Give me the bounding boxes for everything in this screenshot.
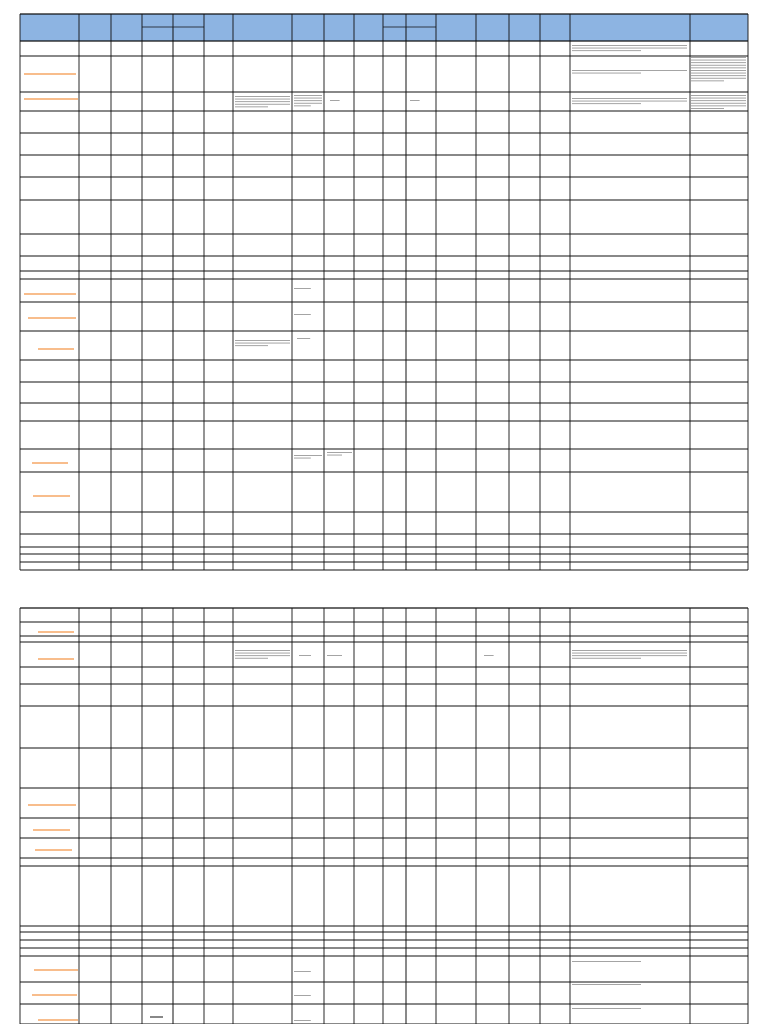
fine-print-mark <box>235 655 290 656</box>
header-band <box>20 14 748 41</box>
fine-print-mark <box>294 98 322 99</box>
fine-print-mark <box>327 655 342 656</box>
fine-print-mark <box>294 105 311 106</box>
fine-print-mark <box>691 70 746 71</box>
fine-print-mark <box>691 108 724 109</box>
fine-print-mark <box>691 100 746 101</box>
fine-print-mark <box>235 345 268 346</box>
fine-print-mark <box>235 101 290 102</box>
fine-print-mark <box>572 45 687 46</box>
fine-print-mark <box>691 78 746 79</box>
fine-print-mark <box>691 103 746 104</box>
fine-print-mark <box>297 338 310 339</box>
fine-print-mark <box>294 458 311 459</box>
fine-print-mark <box>691 65 746 66</box>
fine-print-mark <box>235 340 290 341</box>
fine-print-mark <box>691 62 746 63</box>
fine-print-mark <box>235 658 268 659</box>
fine-print-mark <box>572 98 687 99</box>
fine-print-mark <box>572 70 687 71</box>
fine-print-mark <box>299 655 311 656</box>
fine-print-mark <box>235 99 290 100</box>
fine-print-mark <box>572 655 687 656</box>
fine-print-mark <box>294 1020 311 1021</box>
fine-print-mark <box>235 104 290 105</box>
fine-print-mark <box>294 314 311 315</box>
fine-print-mark <box>572 73 641 74</box>
fine-print-mark <box>691 80 724 81</box>
fine-print-mark <box>410 100 420 101</box>
fine-print-mark <box>294 995 311 996</box>
fine-print-mark <box>572 103 641 104</box>
fine-print-mark <box>572 1008 641 1009</box>
fine-print-mark <box>235 650 290 651</box>
fine-print-mark <box>572 650 687 651</box>
fine-print-mark <box>294 100 322 101</box>
fine-print-mark <box>294 455 322 456</box>
fine-print-mark <box>294 288 311 289</box>
fine-print-mark <box>327 452 352 453</box>
fine-print-mark <box>572 48 687 49</box>
fine-print-mark <box>572 658 641 659</box>
fine-print-mark <box>691 67 746 68</box>
fine-print-mark <box>572 961 641 962</box>
fine-print-mark <box>235 96 290 97</box>
fine-print-mark <box>572 101 687 102</box>
fine-print-mark <box>691 98 746 99</box>
fine-print-mark <box>484 655 494 656</box>
fine-print-mark <box>294 971 311 972</box>
fine-print-mark <box>572 50 641 51</box>
fine-print-mark <box>330 100 340 101</box>
fine-print-mark <box>691 75 746 76</box>
fine-print-mark <box>691 57 746 58</box>
fine-print-mark <box>691 105 746 106</box>
fine-print-mark <box>691 73 746 74</box>
fine-print-mark <box>691 95 746 96</box>
fine-print-mark <box>294 95 322 96</box>
fine-print-mark <box>294 103 322 104</box>
fine-print-mark <box>572 984 641 985</box>
fine-print-mark <box>691 60 746 61</box>
fine-print-mark <box>235 106 268 107</box>
fine-print-mark <box>327 455 342 456</box>
fine-print-mark <box>572 653 687 654</box>
fine-print-mark <box>235 653 290 654</box>
fine-print-mark <box>235 343 290 344</box>
